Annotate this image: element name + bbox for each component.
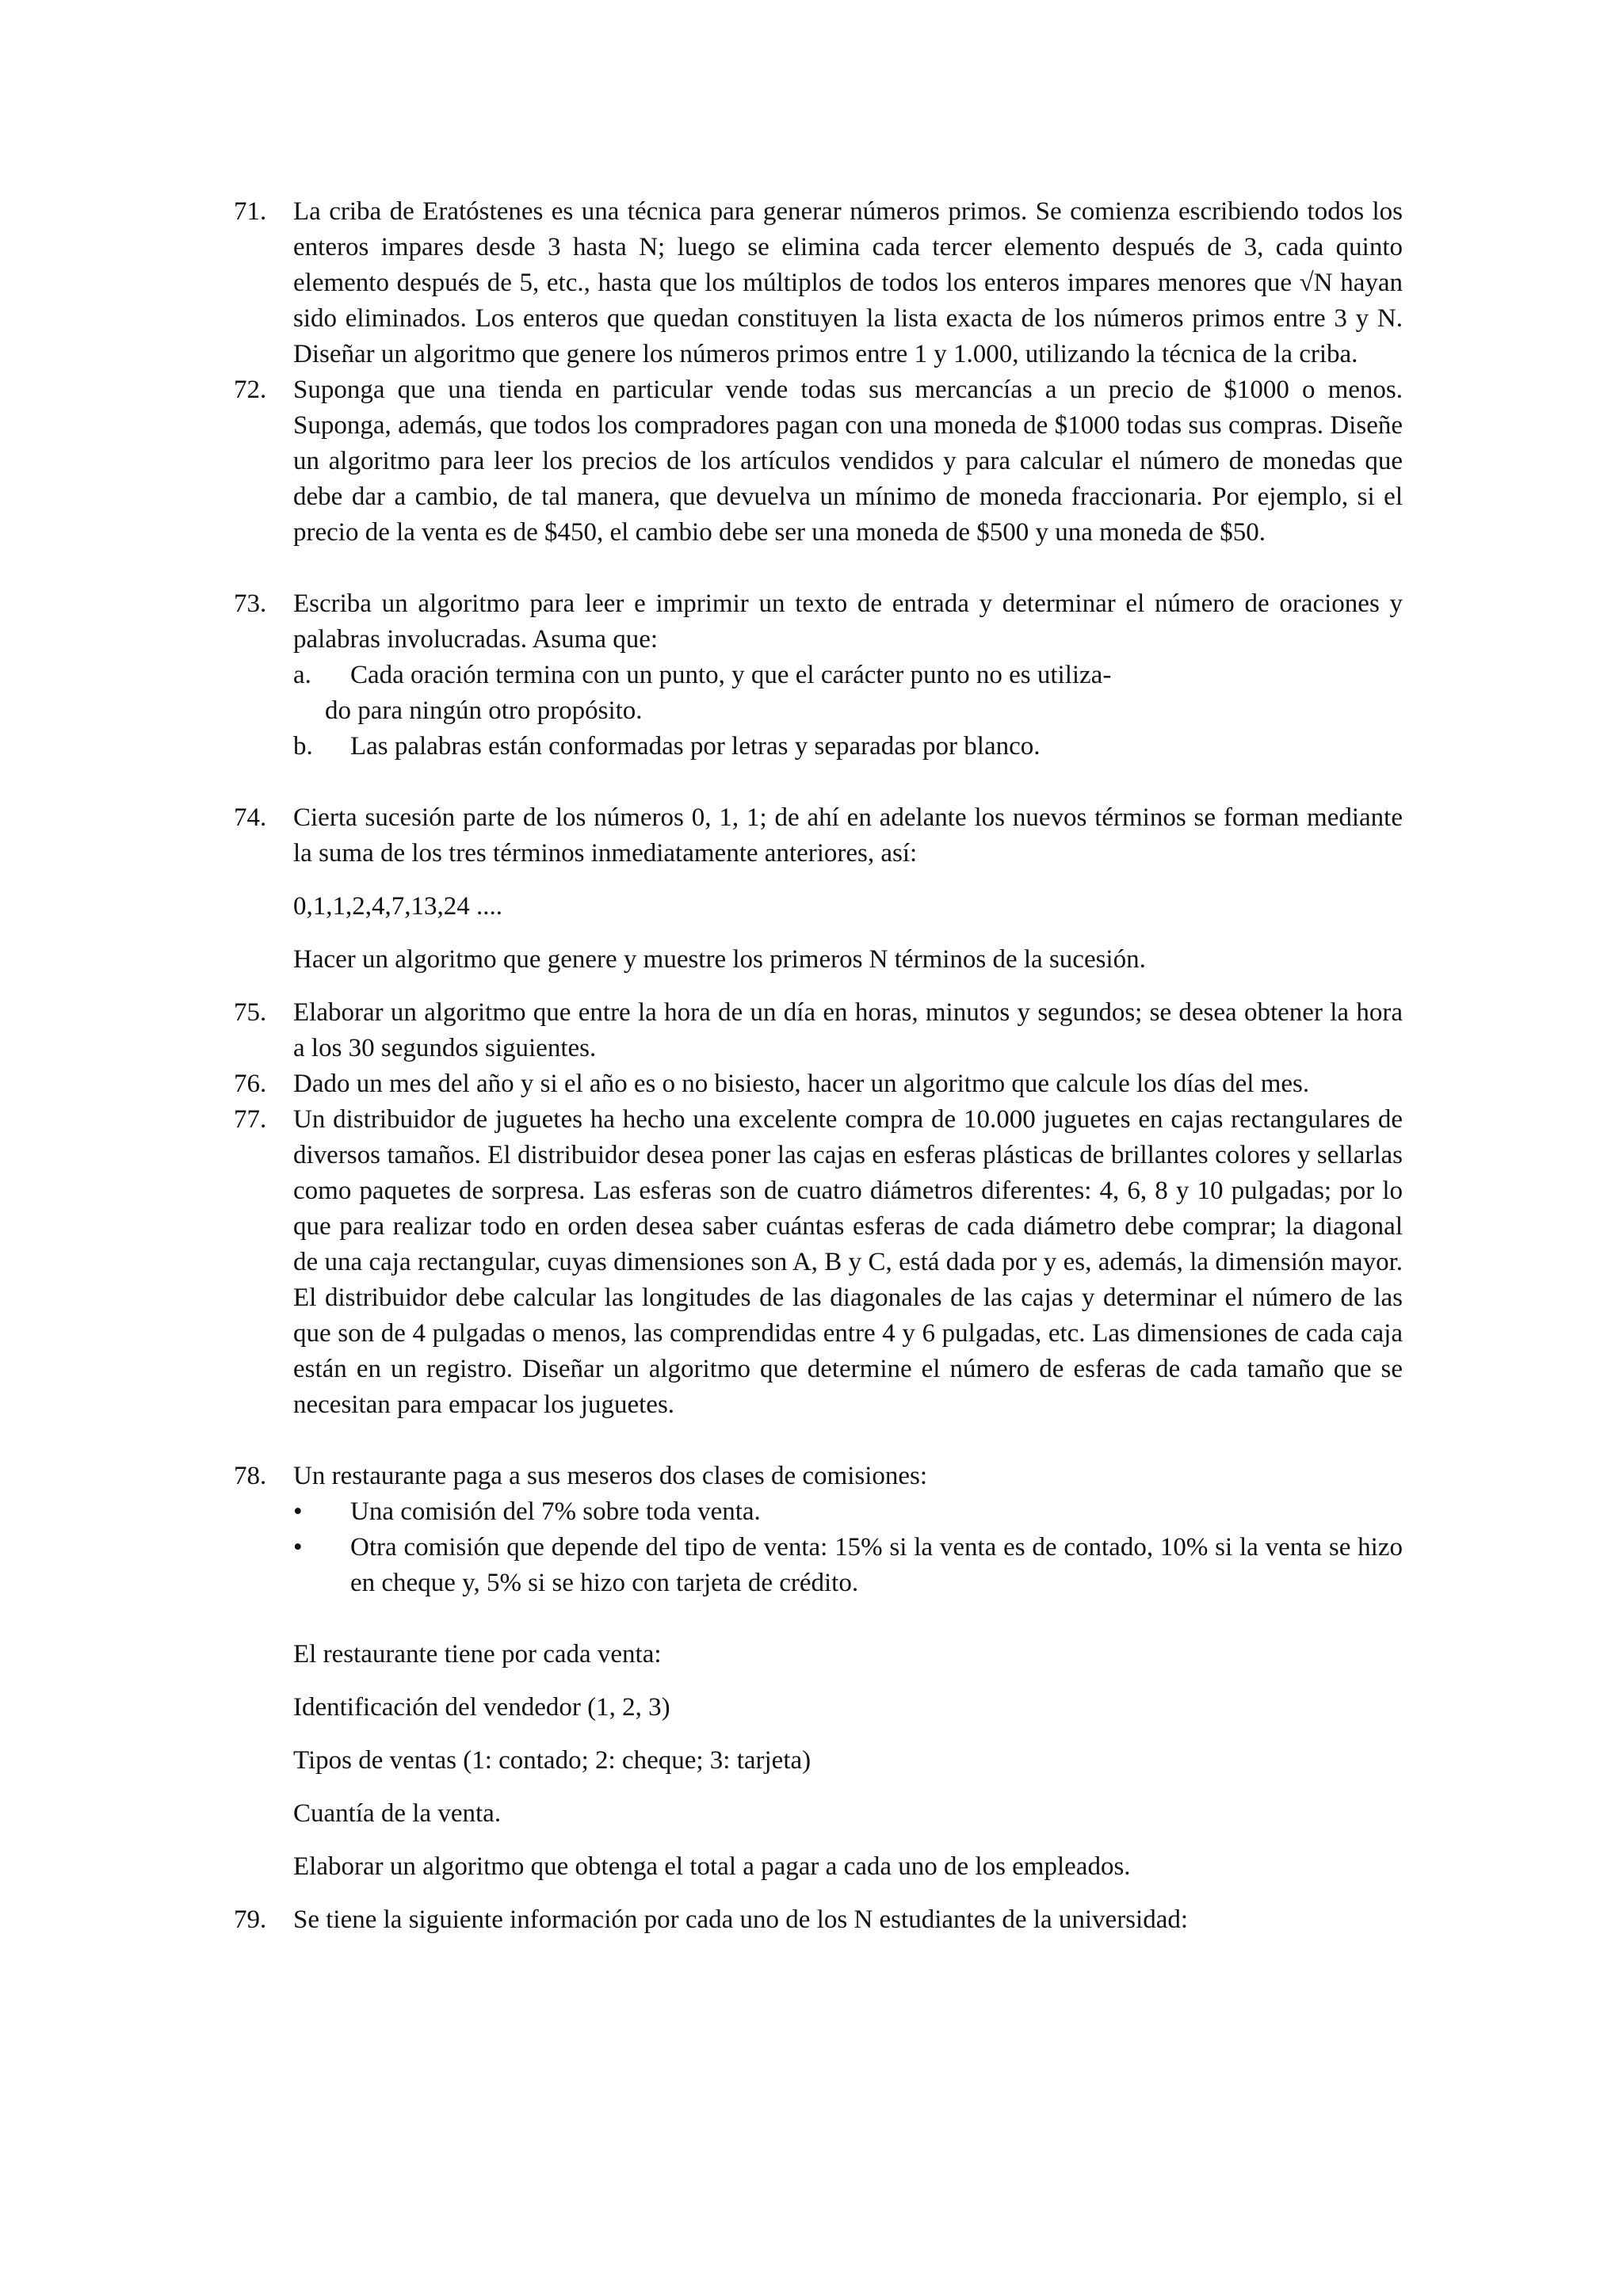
- exercise-77: [230, 1102, 1403, 1423]
- exercise-text: Un distribuidor de juguetes ha hecho una excelente compra de 10.000 juguetes en cajas rectangulares de diversos tamaños. El distribuidor desea poner las cajas en esferas plásticas de brillantes colores y sellarlas como paquetes de sorpresa. Las esferas son de cuatro diámetros diferentes: 4, 6, 8 y 10 pulgadas; por lo que para realizar todo en orden desea saber cuántas esferas de cada diámetro debe comprar; la diagonal de una caja rectangular, cuyas dimensiones son A, B y C, está dada por y es, además, la dimensión mayor. El distribuidor debe calcular las longitudes de las diagonales de las cajas y determinar el número de las que son de 4 pulgadas o menos, las comprendidas entre 4 y 6 pulgadas, etc. Las dimensiones de cada caja están en un registro. Diseñar un algoritmo que determine el número de esferas de cada tamaño que se necesitan para empacar los juguetes.: [293, 1105, 1403, 1419]
- exercise-text: Cierta sucesión parte de los números 0, 1, 1; de ahí en adelante los nuevos términos se forman mediante la suma de los tres términos inmediatamente anteriores, así:: [293, 803, 1403, 868]
- sub-item-marker: b.: [293, 732, 313, 761]
- exercise-text: La criba de Eratóstenes es una técnica para generar números primos. Se comienza escribiendo todos los enteros impares desde 3 hasta N; luego se elimina cada tercer elemento después de 3, cada quinto elemento después de 5, etc., hasta que los múltiplos de todos los enteros impares menores que √N hayan sido eliminados. Los enteros que quedan constituyen la lista exacta de los números primos entre 3 y N. Diseñar un algoritmo que genere los números primos entre 1 y 1.000, utilizando la técnica de la criba.: [293, 197, 1403, 368]
- sequence-text: 0,1,1,2,4,7,13,24 ....: [293, 892, 502, 921]
- exercise-79: [230, 1902, 1403, 1938]
- exercise-74: [230, 800, 1403, 978]
- exercise-text: Escriba un algoritmo para leer e imprimir un texto de entrada y determinar el número de oraciones y palabras involucradas. Asuma que:: [293, 589, 1403, 654]
- bullet-marker: •: [293, 1497, 303, 1526]
- paragraph: Cuantía de la venta.: [293, 1799, 502, 1828]
- bullet-text: Una comisión del 7% sobre toda venta.: [350, 1497, 761, 1526]
- exercise-number: 75.: [234, 998, 267, 1027]
- exercise-text: Se tiene la siguiente información por cada uno de los N estudiantes de la universidad:: [293, 1905, 1189, 1934]
- document-page: [230, 194, 1403, 1938]
- exercise-number: 74.: [234, 803, 267, 832]
- bullet-marker: •: [293, 1533, 303, 1562]
- paragraph: Elaborar un algoritmo que obtenga el total a pagar a cada uno de los empleados.: [293, 1852, 1131, 1881]
- exercise-78: [230, 1459, 1403, 1885]
- exercise-text: Elaborar un algoritmo que entre la hora de un día en horas, minutos y segundos; se desea obtener la hora a los 30 segundos siguientes.: [293, 998, 1403, 1062]
- exercise-number: 71.: [234, 197, 267, 226]
- exercise-text: Un restaurante paga a sus meseros dos clases de comisiones:: [293, 1462, 928, 1490]
- bullet-item-1: [293, 1494, 1403, 1530]
- paragraph: Tipos de ventas (1: contado; 2: cheque; 3: tarjeta): [293, 1746, 812, 1775]
- exercise-text: Dado un mes del año y si el año es o no bisiesto, hacer un algoritmo que calcule los días del mes.: [293, 1070, 1310, 1098]
- exercise-73: [230, 586, 1403, 765]
- exercise-number: 73.: [234, 589, 267, 618]
- sub-item-a: [293, 658, 1403, 693]
- exercise-75: [230, 995, 1403, 1066]
- sub-item-text: Las palabras están conformadas por letras y separadas por blanco.: [350, 732, 1041, 761]
- paragraph: El restaurante tiene por cada venta:: [293, 1640, 662, 1669]
- sub-item-b: [293, 729, 1403, 765]
- sub-item-text: Cada oración termina con un punto, y que el carácter punto no es utiliza-: [350, 661, 1112, 689]
- exercise-number: 78.: [234, 1462, 267, 1490]
- exercise-text: Suponga que una tienda en particular vende todas sus mercancías a un precio de $1000 o menos. Suponga, además, que todos los compradores pagan con una moneda de $1000 todas sus compras. Diseñe un algoritmo para leer los precios de los artículos vendidos y para calcular el número de monedas que debe dar a cambio, de tal manera, que devuelva un mínimo de moneda fraccionaria. Por ejemplo, si el precio de la venta es de $450, el cambio debe ser una moneda de $500 y una moneda de $50.: [293, 376, 1403, 547]
- bullet-text: Otra comisión que depende del tipo de venta: 15% si la venta es de contado, 10% si la venta se hizo en cheque y, 5% si se hizo con tarjeta de crédito.: [350, 1533, 1403, 1597]
- bullet-item-2: [293, 1530, 1403, 1601]
- exercise-72: [230, 372, 1403, 551]
- exercise-number: 72.: [234, 376, 267, 404]
- exercise-number: 79.: [234, 1905, 267, 1934]
- exercise-76: [230, 1066, 1403, 1102]
- sub-item-marker: a.: [293, 661, 311, 689]
- sub-item-continuation: do para ningún otro propósito.: [325, 696, 643, 725]
- paragraph: Identificación del vendedor (1, 2, 3): [293, 1693, 670, 1722]
- exercise-number: 76.: [234, 1070, 267, 1098]
- exercise-number: 77.: [234, 1105, 267, 1134]
- task-text: Hacer un algoritmo que genere y muestre los primeros N términos de la sucesión.: [293, 945, 1146, 974]
- exercise-71: [230, 194, 1403, 372]
